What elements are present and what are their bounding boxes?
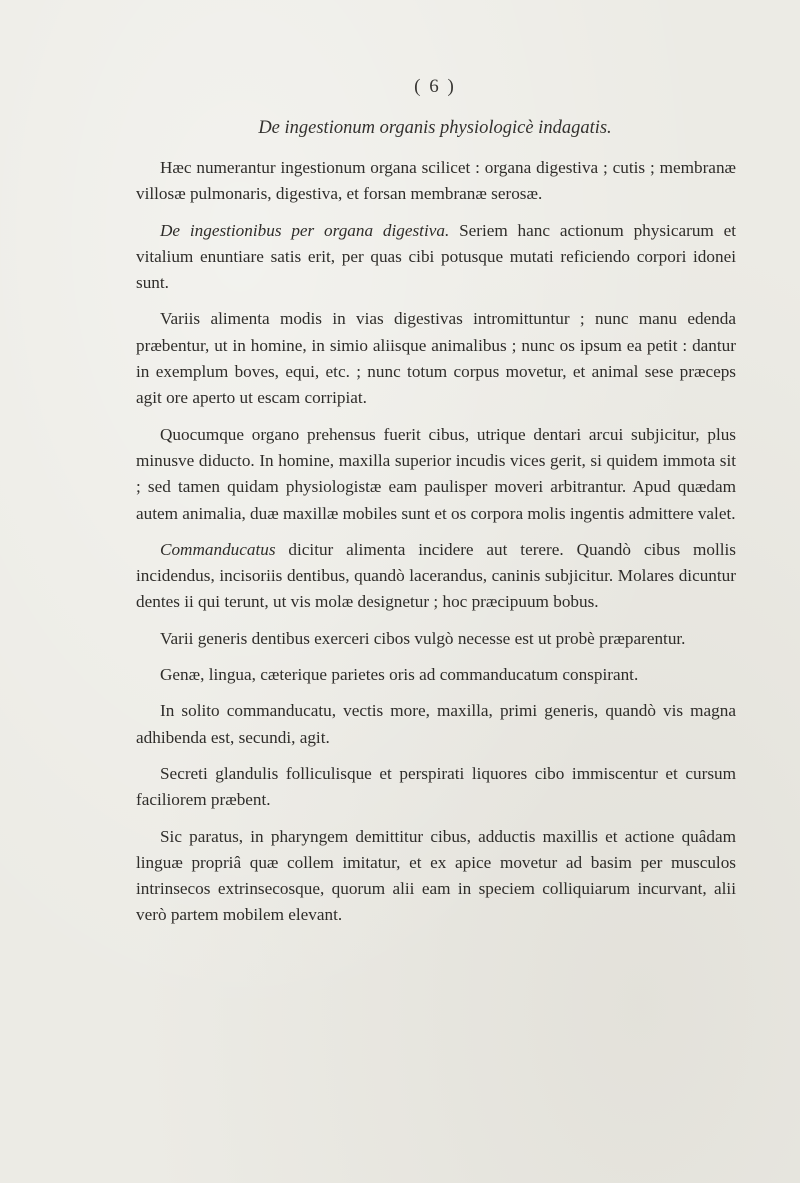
- page-number: ( 6 ): [414, 76, 456, 97]
- paragraph: [136, 422, 736, 527]
- paragraph-text: Secreti glandulis folliculisque et perspirati liquores cibo immiscentur et cursum faciliorem præbent.: [136, 763, 736, 810]
- paragraph: [136, 698, 736, 751]
- paragraph-text: Quocumque organo prehensus fuerit cibus, utrique dentari arcui subjicitur, plus minusve diducto. In homine, maxilla superior incudis vices gerit, si quidem immota sit ; sed tamen quidam physiologistæ eam paulisper moveri arbitrantur. Apud quædam autem animalia, duæ maxillæ mobiles sunt et os corpora molis ingentis admittere valet.: [136, 424, 736, 523]
- paragraph-text: dicitur alimenta incidere aut terere. Quandò cibus mollis incidendus, incisoriis dentibus, quandò lacerandus, caninis subjicitur. Molares dicuntur dentes ii qui terunt, ut vis molæ designetur ; hoc præcipuum bobus.: [136, 539, 736, 612]
- paragraph-text: In solito commanducatu, vectis more, maxilla, primi generis, quandò vis magna adhibenda est, secundi, agit.: [136, 701, 736, 747]
- paragraph: [136, 824, 736, 929]
- paragraph-text: Sic paratus, in pharyngem demittitur cibus, adductis maxillis et actione quâdam linguæ propriâ quæ collem imitatur, et ex apice movetur ad basim per musculos intrinsecos extrinsecosque, quorum alii eam in speciem colliquiarum incurvant, alii verò partem mobilem elevant.: [136, 826, 736, 925]
- paragraph: [136, 218, 736, 297]
- paragraph-text: Genæ, lingua, cæterique parietes oris ad commanducatum conspirant.: [160, 665, 639, 685]
- paragraph-lead: Commanducatus: [160, 539, 276, 559]
- paragraph: [136, 306, 736, 411]
- section-heading: De ingestionum organis physiologicè indagatis.: [258, 118, 612, 138]
- body-text: [136, 155, 736, 939]
- paragraph: [136, 626, 736, 652]
- paragraph: [136, 537, 736, 616]
- paragraph: [136, 761, 736, 814]
- paragraph-text: Variis alimenta modis in vias digestivas intromittuntur ; nunc manu edenda præbentur, ut in homine, in simio aliisque animalibus ; nunc os ipsum ea petit : dantur in exemplum boves, equi, etc. ; nunc totum corpus movetur, et animal sese præceps agit ore aperto ut escam corripiat.: [136, 309, 736, 408]
- paragraph-text: Varii generis dentibus exerceri cibos vulgò necesse est ut probè præparentur.: [160, 628, 686, 648]
- paragraph: [136, 662, 736, 688]
- paragraph: [136, 155, 736, 208]
- paragraph-text: Hæc numerantur ingestionum organa scilicet : organa digestiva ; cutis ; membranæ villosæ pulmonaris, digestiva, et forsan membranæ serosæ.: [136, 158, 736, 204]
- paragraph-lead: De ingestionibus per organa digestiva.: [160, 220, 450, 240]
- paragraph-text: Seriem hanc actionum physicarum et vitalium enuntiare satis erit, per quas cibi potusque mutati reficiendo corpori idonei sunt.: [136, 220, 736, 293]
